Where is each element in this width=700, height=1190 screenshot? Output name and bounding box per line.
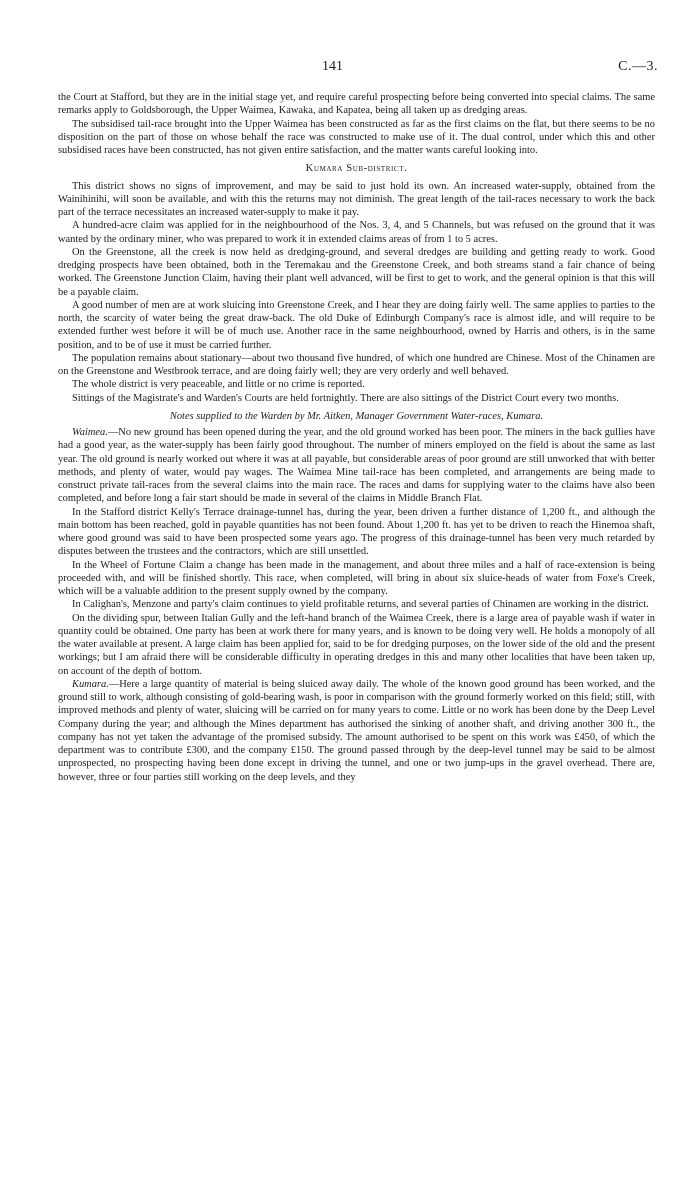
page-header: [58, 60, 658, 82]
paragraph-waimea: [58, 426, 655, 506]
page-number: 141: [322, 59, 343, 74]
paragraph: Sittings of the Magistrate's and Warden's Courts are held fortnightly. There are also sittings of the District Court every two months.: [72, 392, 619, 404]
waimea-label: Waimea.: [72, 427, 108, 438]
paragraph: the Court at Stafford, but they are in the initial stage yet, and require careful prospecting before being converted into special claims. The same remarks apply to Goldsborough, the Upper Waimea, Kawaka, and Kapatea, being all taken up as dredging areas.: [58, 92, 655, 117]
paragraph: A good number of men are at work sluicing into Greenstone Creek, and I hear they are doing fairly well. The same applies to parties to the north, the scarcity of water being the great draw-back. The old Duke of Edinburgh Company's race is almost idle, and will require to be extended further west before it will be of much use. Another race in the same neighbourhood, owned by Harris and others, is in the same position, and to be of use it must be carried further.: [58, 299, 655, 351]
kumara-label: Kumara.: [72, 678, 109, 690]
paragraph: On the Greenstone, all the creek is now held as dredging-ground, and several dredges are building and getting ready to work. Good dredging prospects have been obtained, both in the Teremakau and the Greenstone Creek, and both streams stand a fair chance of being worked. The Greenstone Junction Claim, having their plant well advanced, will be first to get to work, and the general opinion is that this will be a payable claim.: [58, 246, 655, 298]
paragraph: The subsidised tail-race brought into the Upper Waimea has been constructed as far as the first claims on the flat, but there seems to be no disposition on the part of those on whose behalf the race was constructed to make use of it. The dual control, under which this and other subsidised races have been constructed, has not given entire satisfaction, and the matter wants careful looking into.: [58, 118, 655, 156]
paragraph: In Calighan's, Menzone and party's claim continues to yield profitable returns, and several parties of Chinamen are working in the district.: [72, 599, 649, 611]
paragraph: On the dividing spur, between Italian Gully and the left-hand branch of the Waimea Creek, there is a large area of payable wash if water in quantity could be obtained. One party has been at work there for many years, and is known to be doing very well. He holds a monopoly of all the water available at present. A large claim has been applied for, said to be for dredging purposes, on the lower side of the old and the present workings; but I am afraid there will be considerable difficulty in operating dredges in this and many other localities that have been taken up, on account of the depth of bottom.: [58, 612, 655, 677]
waimea-text: —No new ground has been opened during the year, and the old ground worked has been poor. The miners in the back gullies have had a good year, as the water-supply has been fairly good throughout. The number of miners employed on the field is about the same as last year. The old ground is nearly worked out where it was at all payable, but considerable areas of poor ground are still unworked that with better methods, and plenty of water, would pay wages. The Waimea Mine tail-race has been completed, and arrangements are being made to construct private tail-races from the several claims into the main race. The races and dams for supplying water to the claims have also been completed, and before long a fair start should be made in several of the claims in Middle Branch Flat.: [58, 427, 655, 505]
kumara-text: —Here a large quantity of material is being sluiced away daily. The whole of the known good ground has been worked, and the ground still to work, although consisting of gold-bearing wash, is poor in comparison with the ground formerly worked on this field; still, with improved methods and plenty of water, sluicing will be carried on for many years to come. Little or no work has been done by the Deep Level Company during the year; and although the Mines department has authorised the sinking of another shaft, and driving another 300 ft., the company has not yet taken the advantage of the promised subsidy. The amount authorised to be spent on this work was £450, of which the department was to contribute £300, and the company £150. The ground passed through by the deep-level tunnel may be said to be almost unprospected, no prospecting having been done except in driving the tunnel, and one or two jump-ups in the gravel overhead. There are, however, three or four parties still working on the deep levels, and they: [58, 678, 655, 783]
paragraph: In the Wheel of Fortune Claim a change has been made in the management, and about three miles and a half of race-extension is being proceeded with, and will be finished shortly. This race, when completed, will bring in about six sluice-heads of water from Foxe's Creek, which will be a valuable addition to the present supply owned by the company.: [58, 559, 655, 597]
paragraph: In the Stafford district Kelly's Terrace drainage-tunnel has, during the year, been driven a further distance of 1,200 ft., and although the main bottom has been reached, gold in payable quantities has not been found. About 1,200 ft. has yet to be driven to reach the Hinemoa shaft, where good ground was said to have been prospected some years ago. The progress of this drainage-tunnel has been very much retarded by disputes between the trustees and the contractors, which are still unsettled.: [58, 506, 655, 558]
paragraph: The whole district is very peaceable, and little or no crime is reported.: [72, 379, 365, 391]
paragraph: The population remains about stationary—about two thousand five hundred, of which one hundred are Chinese. Most of the Chinamen are on the Greenstone and Westbrook terrace, and are doing fairly well; they are very orderly and well behaved.: [58, 352, 655, 377]
paragraph: A hundred-acre claim was applied for in the neighbourhood of the Nos. 3, 4, and 5 Channels, but was refused on the ground that it was wanted by the ordinary miner, who was prepared to work it in extended claims areas of from 1 to 5 acres.: [58, 220, 655, 245]
paragraph: This district shows no signs of improvement, and may be said to just hold its own. An increased water-supply, obtained from the Wainihinihi, will soon be available, and with this the returns may not diminish. The great length of the tail-races necessary to work the back part of the terrace necessitates an increased water-supply to make it pay.: [58, 180, 655, 218]
notes-heading: Notes supplied to the Warden by Mr. Aitken, Manager Government Water-races, Kumara.: [169, 410, 544, 422]
section-heading-kumara: Kumara Sub-district.: [305, 163, 408, 175]
paragraph-kumara: [58, 678, 655, 784]
document-reference: C.—3.: [618, 59, 658, 74]
page-body: [58, 91, 655, 784]
